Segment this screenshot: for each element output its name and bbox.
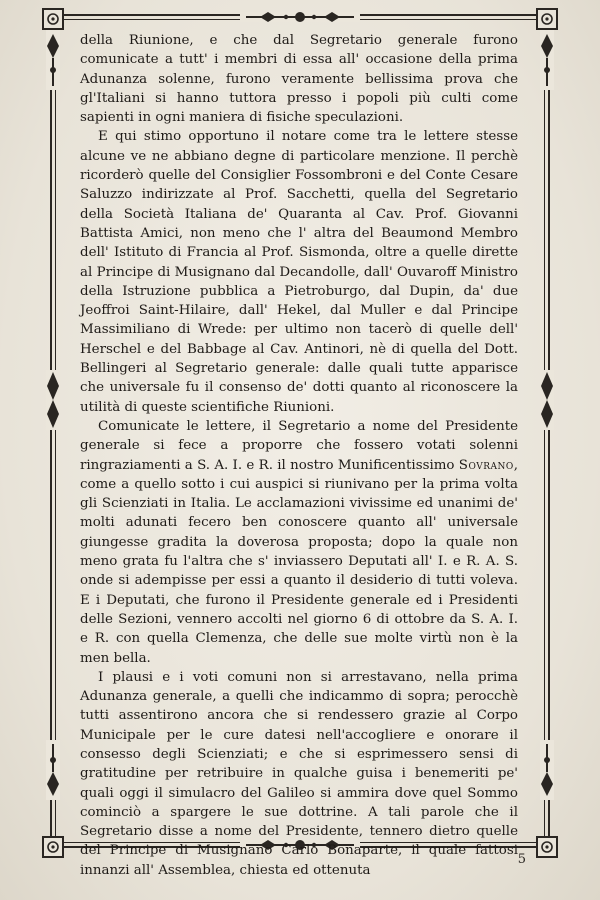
side-ornament-icon bbox=[538, 30, 556, 90]
sovereign-small-caps: Sovrano bbox=[458, 457, 514, 473]
paragraph: della Riunione, e che dal Segretario generale furono comunicate a tutt' i membri di essa all' occasione della prima Adunanza solenne, furono veramente bellissima prova che gl'Italiani si hanno tuttora presso i popoli più culti come sapienti in ogni maniera di fisiche speculazioni. bbox=[80, 33, 518, 126]
paragraph: I plausi e i voti comuni non si arrestavano, nella prima Adunanza generale, a quelli che indicammo di sopra; perocchè tutti assentirono ancora che si rendessero grazie al Corpo Municipale per le cure datesi nell'accogliere e onorare il consesso degli Scienziati; e che si esprimessero sensi di gratitudine per retribuire in qualche guisa i benemeriti pe' quali oggi il simulacro del Galileo si ammira dove quel Sommo cominciò a spargere le sue dottrine. A tali parole che il Segretario disse a nome del Presidente, tennero dietro quelle del Principe di Musignano Carlo Bonaparte, il quale fattosi innanzi all' Assemblea, chiesta ed ottenuta bbox=[80, 669, 518, 878]
side-ornament-icon bbox=[44, 740, 62, 800]
side-ornament-icon bbox=[538, 740, 556, 800]
top-center-ornament-icon bbox=[240, 8, 360, 26]
corner-ornament-icon bbox=[536, 8, 558, 30]
side-ornament-icon bbox=[538, 370, 556, 430]
paragraph bbox=[80, 417, 518, 668]
side-ornament-icon bbox=[44, 30, 62, 90]
frame-rule-left bbox=[50, 14, 52, 848]
corner-ornament-icon bbox=[536, 836, 558, 858]
page-number: 5 bbox=[517, 852, 526, 867]
side-ornament-icon bbox=[44, 370, 62, 430]
paragraph: E qui stimo opportuno il notare come tra le lettere stesse alcune ve ne abbiano degne di particolare menzione. Il perchè ricorderò quelle del Consiglier Fossombroni e del Conte Cesare Saluzzo indirizzate al Prof. Sacchetti, quella del Segretario della Società Italiana de' Quaranta al Cav. Prof. Giovanni Battista Amici, non meno che l' altra del Beaumond Membro dell' Istituto di Francia al Prof. Sismonda, oltre a quelle dirette al Principe di Musignano dal Decandolle, dall' Ouvaroff Ministro della Istruzione pubblica a Pietroburgo, dal Dupin, da' due Jeoffroi Saint-Hilaire, dall' Hekel, dal Muller e dal Principe Massimiliano di Wrede: per ultimo non tacerò di quelle dell' Herschel e del Babbage al Cav. Antinori, nè di quella del Dott. Bellingeri al Segretario generale: dalle quali tutte apparisce che universale fu il consenso de' dotti quanto al riconoscere la utilità di queste scientifiche Riunioni. bbox=[80, 129, 518, 415]
frame-rule-right bbox=[548, 14, 550, 848]
paragraph-text: Comunicate le lettere, il Segretario a nome del Presidente generale si fece a proporre che fossero votati solenni ringraziamenti a S. A. I. e R. il nostro Munificentissimo bbox=[80, 418, 518, 473]
paragraph-text: , come a quello sotto i cui auspici si riunivano per la prima volta gli Scienziati in Italia. Le acclamazioni vivissime ed unanimi de' molti adunati fecero ben conoscere quanto all' universale giungesse gradita la doverosa proposta; dopo la quale non meno grata fu l'altra che s' inviassero Deputati all' I. e R. A. S. onde si adempisse per essi a quanto il desiderio di tutti voleva. E i Deputati, che furono il Presidente generale ed i Presidenti delle Sezioni, vennero accolti nel giorno 6 di ottobre da S. A. I. e R. con quella Clemenza, che delle sue molte virtù non è la men bella. bbox=[80, 457, 518, 666]
corner-ornament-icon bbox=[42, 836, 64, 858]
corner-ornament-icon bbox=[42, 8, 64, 30]
body-text bbox=[80, 31, 518, 880]
frame-rule-left-inner bbox=[55, 14, 56, 848]
frame-rule-right-inner bbox=[544, 14, 545, 848]
